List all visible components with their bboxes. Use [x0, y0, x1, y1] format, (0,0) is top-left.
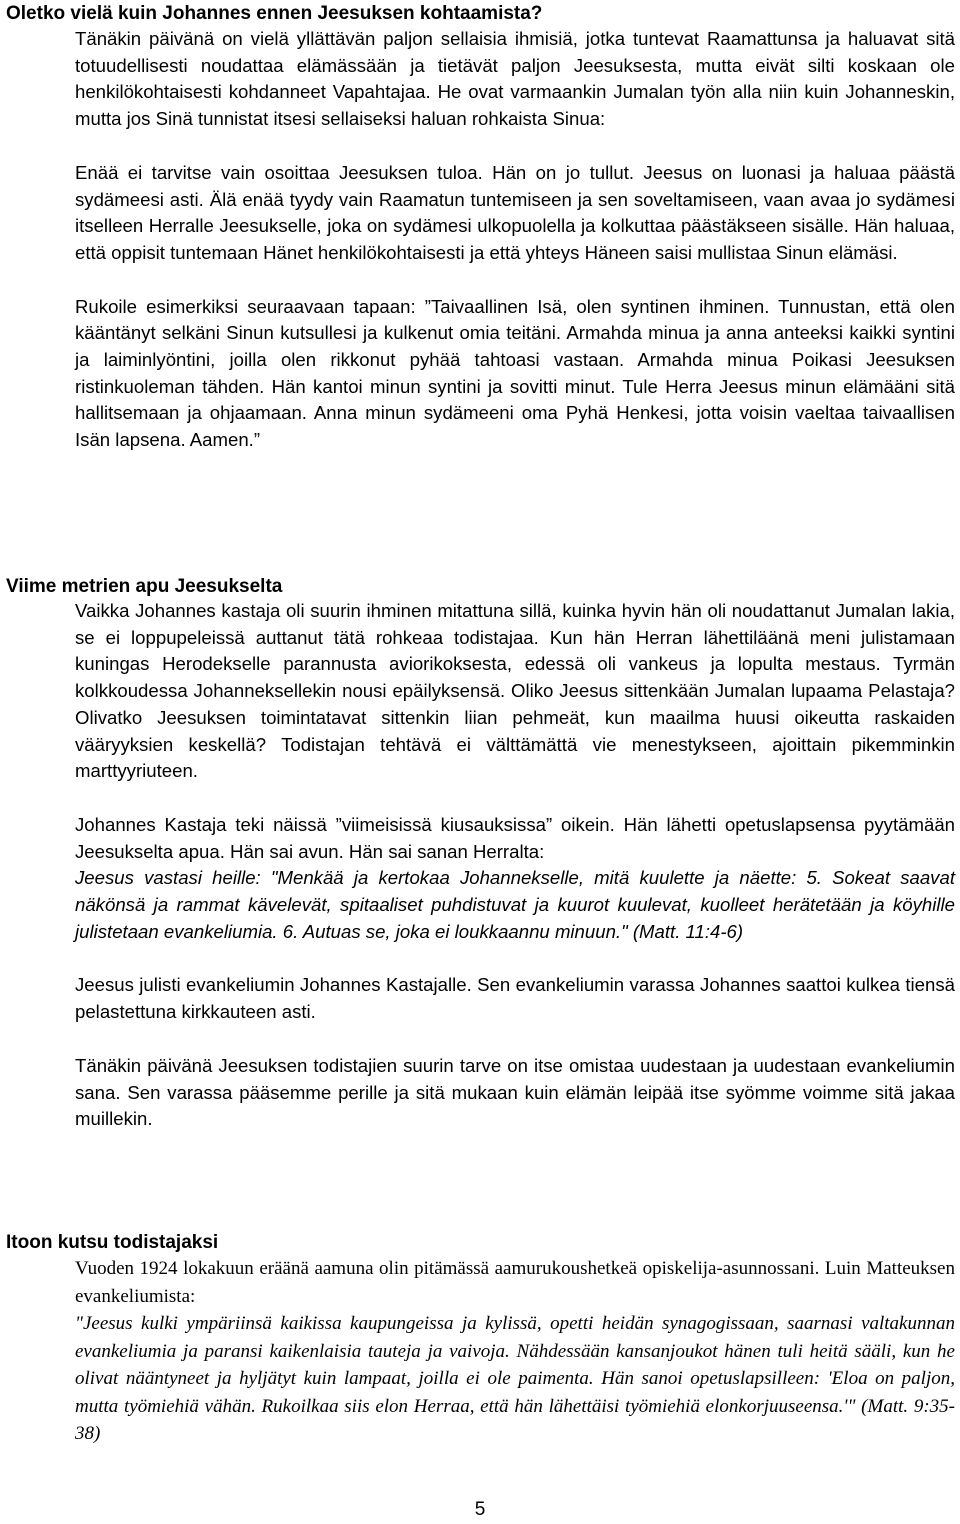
section-heading: Viime metrien apu Jeesukselta: [6, 576, 283, 597]
paragraph: Tänäkin päivänä Jeesuksen todistajien suurin tarve on itse omistaa uudestaan ja uudestaan evankeliumin sana. Sen varassa pääsemme perille ja sitä mukaan kuin elämän leipää itse syömme voimme sitä jakaa muillekin.: [75, 1054, 955, 1130]
page-number: 5: [474, 1499, 486, 1520]
section-body: [75, 598, 955, 1133]
paragraph: Tänäkin päivänä on vielä yllättävän paljon sellaisia ihmisiä, jotka tuntevat Raamattunsa ja haluavat sitä totuudellisesti noudattaa elämässään ja tietävät paljon Jeesuksesta, mutta eivät silti koskaan ole henkilökohtaisesti kohdanneet Vapahtajaa. He ovat varmaankin Jumalan työn alla niin kuin Johanneskin, mutta jos Sinä tunnistat itsesi sellaiseksi haluan rohkaista Sinua:: [75, 28, 955, 130]
prayer-paragraph: Rukoile esimerkiksi seuraavaan tapaan: ”Taivaallinen Isä, olen syntinen ihminen. Tunnustan, että olen kääntänyt selkäni Sinun kutsullesi ja kulkenut omia teitäni. Armahda minua ja anna anteeksi kaikki syntini ja laiminlyöntini, joilla olen rikkonut pyhää tahtoasi vastaan. Armahda minua Poikasi Jeesuksen ristinkuoleman tähden. Hän kantoi minun syntini ja sovitti minut. Tule Herra Jeesus minun elämääni sitä hallitsemaan ja ohjaamaan. Anna minun sydämeeni oma Pyhä Henkesi, jotta voisin vaeltaa taivaallisen Isän lapsena. Aamen.”: [75, 295, 955, 451]
paragraph: Vuoden 1924 lokakuun eräänä aamuna olin pitämässä aamurukoushetkeä opiskelija-asunnossani. Luin Matteuksen evankeliumista:: [75, 1258, 955, 1307]
section-heading: Itoon kutsu todistajaksi: [6, 1232, 219, 1253]
section-heading: Oletko vielä kuin Johannes ennen Jeesuksen kohtaamista?: [6, 3, 543, 24]
scripture-quote: Jeesus vastasi heille: "Menkää ja kertokaa Johannekselle, mitä kuulette ja näette: 5. Sokeat saavat näkönsä ja rammat kävelevät, spitaaliset puhdistuvat ja kuurot kuulevat, kuolleet herätetään ja köyhille julistetaan evankeliumia. 6. Autuas se, joka ei loukkaannu minuun." (Matt. 11:4-6): [75, 867, 955, 942]
paragraph: Jeesus julisti evankeliumin Johannes Kastajalle. Sen evankeliumin varassa Johannes saattoi kulkea tiensä pelastettuna kirkkauteen asti.: [75, 974, 955, 1023]
paragraph: Enää ei tarvitse vain osoittaa Jeesuksen tuloa. Hän on jo tullut. Jeesus on luonasi ja haluaa päästä sydämeesi asti. Älä enää tyydy vain Raamatun tuntemiseen ja sen soveltamiseen, vaan avaa jo sydämesi itselleen Herralle Jeesukselle, joka on sydämesi ulkopuolella ja kolkuttaa päästäkseen sisälle. Hän haluaa, että oppisit tuntemaan Hänet henkilökohtaisesti ja että yhteys Häneen saisi mullistaa Sinun elämäsi.: [75, 161, 955, 263]
section-body: [75, 1255, 955, 1448]
section-body: [75, 26, 955, 454]
scripture-quote: "Jeesus kulki ympäriinsä kaikissa kaupungeissa ja kylissä, opetti heidän synagogissaan, saarnasi valtakunnan evankeliumia ja paransi kaikenlaisia tauteja ja vaivoja. Nähdessään kansanjoukot hänen tuli heitä sääli, kun he olivat nääntyneet ja hyljätyt kuin lampaat, joilla ei ole paimenta. Hän sanoi opetuslapsilleen: 'Eloa on paljon, mutta työmiehiä vähän. Rukoilkaa siis elon Herraa, että hän lähettäisi työmiehiä elonkorjuuseensa.'" (Matt. 9:35-38): [75, 1313, 955, 1444]
paragraph: Johannes Kastaja teki näissä ”viimeisissä kiusauksissa” oikein. Hän lähetti opetuslapsensa pyytämään Jeesukselta apua. Hän sai avun. Hän sai sanan Herralta:: [75, 813, 955, 862]
paragraph: Vaikka Johannes kastaja oli suurin ihminen mitattuna sillä, kuinka hyvin hän oli noudattanut Jumalan lakia, se ei loppupeleissä auttanut tätä rohkeaa todistajaa. Kun hän Herran lähettiläänä meni julistamaan kuningas Herodekselle parannusta aviorikoksesta, edessä oli vankeus ja lopulta mestaus. Tyrmän kolkkoudessa Johanneksellekin nousi epäilyksensä. Oliko Jeesus sittenkään Jumalan lupaama Pelastaja? Olivatko Jeesuksen toimintatavat sittenkin liian pehmeät, kun maailma huusi oikeutta raskaiden vääryyksien keskellä? Todistajan tehtävä ei välttämättä vie menestykseen, ajoittain pikemminkin marttyyriuteen.: [75, 600, 955, 782]
